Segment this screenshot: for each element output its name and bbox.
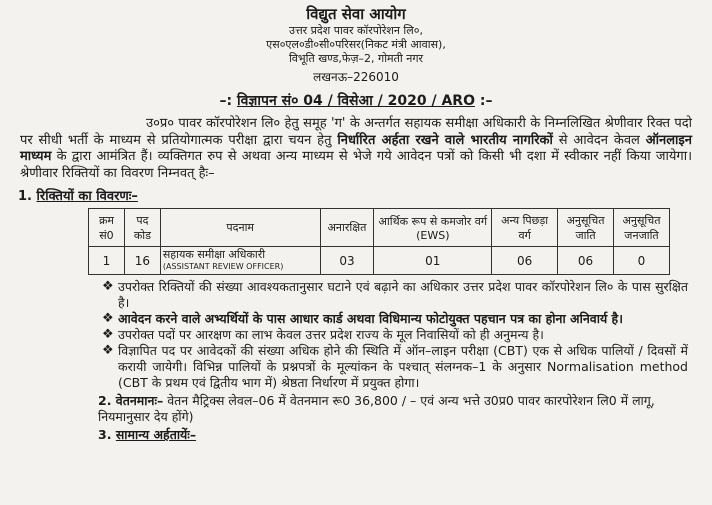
col-ews: आर्थिक रूप से कमजोर वर्ग (EWS) bbox=[374, 209, 492, 247]
cell-sc: 06 bbox=[558, 247, 614, 275]
address-line-1: उत्तर प्रदेश पावर कॉरपोरेशन लि०, bbox=[289, 24, 423, 37]
cell-obc: 06 bbox=[492, 247, 558, 275]
cell-serial: 1 bbox=[89, 247, 125, 275]
address-line-3: विभूति खण्ड,फेज़–2, गोमती नगर bbox=[288, 52, 424, 65]
note-item: ❖ विज्ञापित पद पर आवेदकों की संख्या अधिक होने की स्थिति में ऑन–लाइन परीक्षा (CBT) एक से अधिक पालियों / दिवसों में करायी जायेगी। विभिन्न पालियों के प्रश्नपत्रों के मूल्यांकन के पश्चात् संलग्नक–1 के अनुसार Normalisation method (CBT के प्रथम एवं द्वितीय भाग में) श्रेष्ठता निर्धारण में प्रयुक्त होगा। bbox=[102, 343, 688, 390]
col-st: अनुसूचित जनजाति bbox=[614, 209, 670, 247]
address-city: लखनऊ–226010 bbox=[313, 70, 399, 84]
bullet-diamond-icon: ❖ bbox=[102, 279, 114, 294]
cell-unreserved: 03 bbox=[320, 247, 374, 275]
note-item: ❖ उपरोक्त पदों पर आरक्षण का लाभ केवल उत्तर प्रदेश राज्य के मूल निवासियों को ही अनुमन्य है। bbox=[102, 327, 544, 342]
cell-st: 0 bbox=[614, 247, 670, 275]
vacancy-table bbox=[88, 208, 670, 275]
note-item: ❖ उपरोक्त रिक्तियों की संख्या आवश्यकतानुसार घटाने एवं बढ़ाने का अधिकार उत्तर प्रदेश पावर कॉरपोरेशन लि० के पास सुरक्षित है। bbox=[102, 279, 688, 310]
col-serial: क्रम सं0 bbox=[89, 209, 125, 247]
col-unreserved: अनारक्षित bbox=[320, 209, 374, 247]
bullet-diamond-icon: ❖ bbox=[102, 311, 114, 326]
cell-ews: 01 bbox=[374, 247, 492, 275]
org-name: विद्युत सेवा आयोग bbox=[306, 5, 406, 23]
col-obc: अन्य पिछड़ा वर्ग bbox=[492, 209, 558, 247]
intro-paragraph: उ०प्र० पावर कॉरपोरेशन लि० हेतु समूह 'ग' के अन्तर्गत सहायक समीक्षा अधिकारी के निम्नलिखित श्रेणीवार रिक्त पदो पर सीधी भर्ती के माध्यम से प्रतियोगात्मक परीक्षा द्वारा चयन हेतु निर्धारित अर्हता रखने वाले भारतीय नागरिकों से आवेदन केवल ऑनलाइन माध्यम के द्वारा आमंत्रित हैं। व्यक्तिगत रुप से अथवा अन्य माध्यम से भेजे गये आवेदन पत्रों को किसी भी दशा में स्वीकार नहीं किया जायेगा। श्रेणीवार रिक्तियों का विवरण निम्नवत् हैः– bbox=[20, 116, 693, 181]
cell-post-code: 16 bbox=[124, 247, 160, 275]
table-row bbox=[89, 247, 670, 275]
section-2-salary: 2. वेतनमानः– वेतन मैट्रिक्स लेवल–06 में वेतनमान रू0 36,800 / – एवं अन्य भत्ते उ0प्र0 पावर कारपोरेशन लि0 में लागू, नियमानुसार देय होंगे) bbox=[98, 393, 655, 424]
col-post-name: पदनाम bbox=[160, 209, 320, 247]
bullet-diamond-icon: ❖ bbox=[102, 343, 114, 358]
cell-post-name: सहायक समीक्षा अधिकारी (ASSISTANT REVIEW OFFICER) bbox=[160, 247, 320, 275]
section-3-heading: 3. सामान्य अर्हतायेंः– bbox=[98, 427, 197, 442]
table-header-row bbox=[89, 209, 670, 247]
section-1-heading: 1. रिक्तियों का विवरणः– bbox=[18, 189, 138, 204]
advertisement-number: –: विज्ञापन सं० 04 / विसेआ / 2020 / ARO :– bbox=[219, 93, 493, 109]
address-line-2: एस०एल०डी०सी०परिसर(निकट मंत्री आवास), bbox=[266, 38, 446, 51]
col-sc: अनुसूचित जाति bbox=[558, 209, 614, 247]
bullet-diamond-icon: ❖ bbox=[102, 327, 114, 342]
notes-list bbox=[14, 279, 698, 391]
note-item: ❖ आवेदन करने वाले अभ्यर्थियों के पास आधार कार्ड अथवा विधिमान्य फोटोयुक्त पहचान पत्र का होना अनिवार्य है। bbox=[102, 311, 623, 326]
letterhead bbox=[14, 4, 698, 85]
col-post-code: पद कोड bbox=[124, 209, 160, 247]
